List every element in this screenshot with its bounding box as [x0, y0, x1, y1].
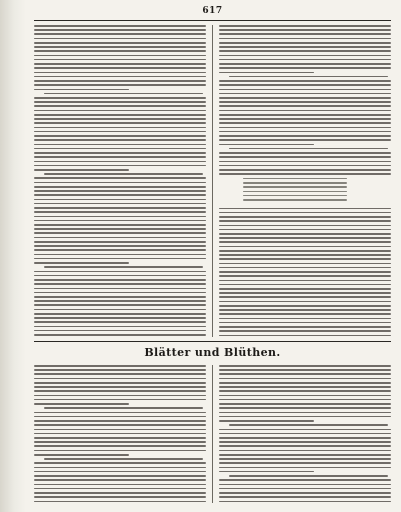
text-line — [219, 330, 391, 332]
text-line — [219, 89, 391, 91]
text-line — [34, 249, 206, 251]
section-rule — [34, 341, 391, 342]
text-line — [34, 42, 206, 44]
text-line — [34, 59, 206, 61]
text-line — [219, 110, 391, 112]
text-line — [219, 309, 391, 311]
text-line — [219, 407, 391, 409]
text-line — [34, 433, 206, 435]
text-line — [219, 373, 391, 375]
quote-line — [243, 191, 347, 193]
text-line — [219, 237, 391, 239]
text-line — [34, 395, 206, 397]
text-line — [34, 283, 206, 285]
text-line — [34, 471, 206, 473]
text-line — [219, 250, 391, 252]
text-line — [219, 280, 391, 282]
text-line — [34, 50, 206, 52]
text-line — [219, 173, 391, 175]
text-line — [219, 131, 391, 133]
text-line — [219, 445, 391, 447]
text-line — [34, 114, 206, 116]
text-line — [219, 305, 391, 307]
text-line — [219, 412, 391, 414]
text-line — [34, 144, 206, 146]
text-line — [219, 296, 391, 298]
text-line — [34, 177, 206, 179]
text-line — [229, 424, 387, 426]
text-line — [219, 33, 391, 35]
text-line — [219, 267, 391, 269]
quote-line — [243, 182, 347, 184]
text-line — [34, 84, 206, 86]
text-line — [34, 479, 206, 481]
text-line — [34, 156, 206, 158]
text-line — [219, 114, 391, 116]
text-line — [34, 211, 206, 213]
text-line — [34, 262, 129, 264]
text-line — [34, 304, 206, 306]
text-line — [219, 292, 391, 294]
text-line — [34, 118, 206, 120]
text-line — [219, 365, 391, 367]
text-line — [219, 225, 391, 227]
text-line — [34, 161, 206, 163]
text-line — [34, 224, 206, 226]
text-line — [34, 326, 206, 328]
text-line — [34, 76, 206, 78]
text-line — [229, 76, 387, 78]
page-number: 617 — [202, 6, 223, 16]
text-line — [219, 454, 391, 456]
text-line — [219, 369, 391, 371]
text-line — [219, 492, 391, 494]
text-line — [219, 322, 391, 324]
text-line — [44, 93, 202, 95]
text-line — [34, 313, 206, 315]
text-line — [34, 29, 206, 31]
text-line — [34, 386, 206, 388]
text-line — [229, 148, 387, 150]
text-line — [219, 156, 391, 158]
text-line — [219, 484, 391, 486]
text-line — [44, 266, 202, 268]
text-line — [34, 334, 206, 336]
text-line — [219, 420, 314, 422]
quote-line — [243, 178, 347, 180]
text-line — [219, 301, 391, 303]
text-line — [219, 471, 314, 473]
text-line — [219, 462, 391, 464]
text-line — [34, 101, 206, 103]
text-line — [219, 42, 391, 44]
text-line — [34, 445, 206, 447]
text-line — [219, 72, 314, 74]
text-line — [34, 25, 206, 27]
text-line — [34, 203, 206, 205]
text-line — [219, 271, 391, 273]
column-divider-bottom — [212, 365, 213, 503]
text-line — [34, 279, 206, 281]
text-line — [34, 403, 129, 405]
text-line — [219, 318, 391, 320]
text-line — [34, 378, 206, 380]
text-line — [34, 63, 206, 65]
text-line — [219, 212, 391, 214]
text-line — [34, 441, 206, 443]
text-line — [219, 467, 391, 469]
text-line — [219, 450, 391, 452]
text-line — [34, 309, 206, 311]
text-line — [34, 122, 206, 124]
text-line — [219, 378, 391, 380]
text-line — [34, 97, 206, 99]
text-line — [34, 165, 206, 167]
text-line — [34, 467, 206, 469]
text-line — [219, 288, 391, 290]
article-columns-bottom — [34, 365, 391, 503]
text-line — [34, 245, 206, 247]
text-line — [34, 199, 206, 201]
text-line — [34, 296, 206, 298]
text-line — [219, 105, 391, 107]
text-line — [34, 450, 206, 452]
text-line — [34, 131, 206, 133]
text-line — [34, 424, 206, 426]
text-line — [219, 416, 391, 418]
text-line — [219, 399, 391, 401]
text-line — [219, 275, 391, 277]
text-line — [34, 148, 206, 150]
article-column-right — [219, 25, 391, 337]
text-line — [34, 110, 206, 112]
text-line — [219, 122, 391, 124]
text-line — [219, 46, 391, 48]
quote-line — [243, 186, 347, 188]
text-line — [219, 55, 391, 57]
text-line — [229, 475, 387, 477]
text-line — [34, 462, 206, 464]
text-line — [219, 152, 391, 154]
text-line — [34, 190, 206, 192]
text-line — [219, 263, 391, 265]
text-line — [219, 127, 391, 129]
text-line — [44, 407, 202, 409]
text-line — [34, 38, 206, 40]
text-line — [219, 135, 391, 137]
text-line — [34, 220, 206, 222]
text-line — [34, 139, 206, 141]
text-line — [34, 420, 206, 422]
text-line — [219, 229, 391, 231]
text-line — [34, 390, 206, 392]
text-line — [219, 38, 391, 40]
article-column-left — [34, 25, 206, 337]
text-line — [34, 152, 206, 154]
text-line — [219, 165, 391, 167]
text-line — [34, 67, 206, 69]
text-line — [34, 317, 206, 319]
text-line — [34, 46, 206, 48]
text-line — [219, 208, 391, 210]
text-line — [34, 135, 206, 137]
text-line — [44, 458, 202, 460]
text-line — [219, 169, 391, 171]
text-line — [34, 484, 206, 486]
quote-line — [243, 195, 347, 197]
text-line — [219, 390, 391, 392]
text-line — [219, 246, 391, 248]
text-line — [219, 326, 391, 328]
text-line — [34, 237, 206, 239]
text-line — [219, 93, 391, 95]
text-line — [219, 241, 391, 243]
text-line — [219, 220, 391, 222]
text-line — [34, 80, 206, 82]
text-line — [34, 321, 206, 323]
text-line — [34, 330, 206, 332]
text-line — [34, 33, 206, 35]
text-line — [219, 386, 391, 388]
text-line — [34, 72, 206, 74]
text-line — [219, 441, 391, 443]
text-line — [34, 412, 206, 414]
text-line — [219, 395, 391, 397]
text-line — [34, 365, 206, 367]
text-line — [34, 232, 206, 234]
text-line — [219, 458, 391, 460]
text-line — [219, 313, 391, 315]
text-line — [219, 67, 391, 69]
text-line — [219, 144, 314, 146]
text-line — [34, 382, 206, 384]
quote-block — [219, 178, 391, 201]
text-line — [219, 429, 391, 431]
text-line — [34, 369, 206, 371]
text-line — [34, 271, 206, 273]
page-header — [34, 8, 391, 21]
section-heading: Blätter und Blüthen. — [144, 346, 281, 359]
column-divider — [212, 25, 213, 337]
text-line — [44, 173, 202, 175]
text-line — [34, 186, 206, 188]
text-line — [219, 50, 391, 52]
text-line — [34, 416, 206, 418]
text-line — [219, 118, 391, 120]
text-line — [34, 258, 206, 260]
article-columns-top — [34, 25, 391, 337]
binding-shadow — [0, 0, 26, 512]
text-line — [34, 169, 129, 171]
text-line — [34, 373, 206, 375]
text-line — [34, 496, 206, 498]
text-line — [34, 194, 206, 196]
text-line — [219, 59, 391, 61]
text-line — [34, 127, 206, 129]
text-line — [34, 275, 206, 277]
text-line — [34, 241, 206, 243]
article-column-left-bottom — [34, 365, 206, 503]
text-line — [219, 488, 391, 490]
text-line — [219, 101, 391, 103]
text-line — [219, 501, 391, 503]
text-line — [219, 216, 391, 218]
text-line — [219, 437, 391, 439]
text-line — [34, 501, 206, 503]
article-column-right-bottom — [219, 365, 391, 503]
text-line — [34, 300, 206, 302]
text-line — [219, 161, 391, 163]
text-line — [219, 254, 391, 256]
text-line — [219, 139, 391, 141]
text-line — [219, 403, 391, 405]
text-line — [34, 89, 129, 91]
text-line — [219, 258, 391, 260]
text-line — [34, 399, 206, 401]
text-line — [34, 454, 129, 456]
text-line — [34, 492, 206, 494]
text-line — [34, 105, 206, 107]
text-line — [34, 207, 206, 209]
text-line — [34, 437, 206, 439]
text-line — [34, 55, 206, 57]
text-line — [34, 228, 206, 230]
text-line — [219, 433, 391, 435]
text-line — [219, 284, 391, 286]
text-line — [219, 63, 391, 65]
text-line — [219, 80, 391, 82]
text-line — [34, 182, 206, 184]
text-line — [219, 29, 391, 31]
text-line — [34, 288, 206, 290]
text-line — [34, 254, 206, 256]
text-line — [34, 429, 206, 431]
text-line — [219, 479, 391, 481]
text-line — [219, 335, 391, 337]
text-line — [219, 25, 391, 27]
text-line — [219, 84, 391, 86]
text-line — [34, 292, 206, 294]
text-line — [34, 475, 206, 477]
quote-line — [243, 199, 347, 201]
text-line — [34, 488, 206, 490]
text-line — [219, 496, 391, 498]
text-line — [219, 382, 391, 384]
text-line — [34, 216, 206, 218]
text-line — [219, 233, 391, 235]
text-line — [219, 97, 391, 99]
